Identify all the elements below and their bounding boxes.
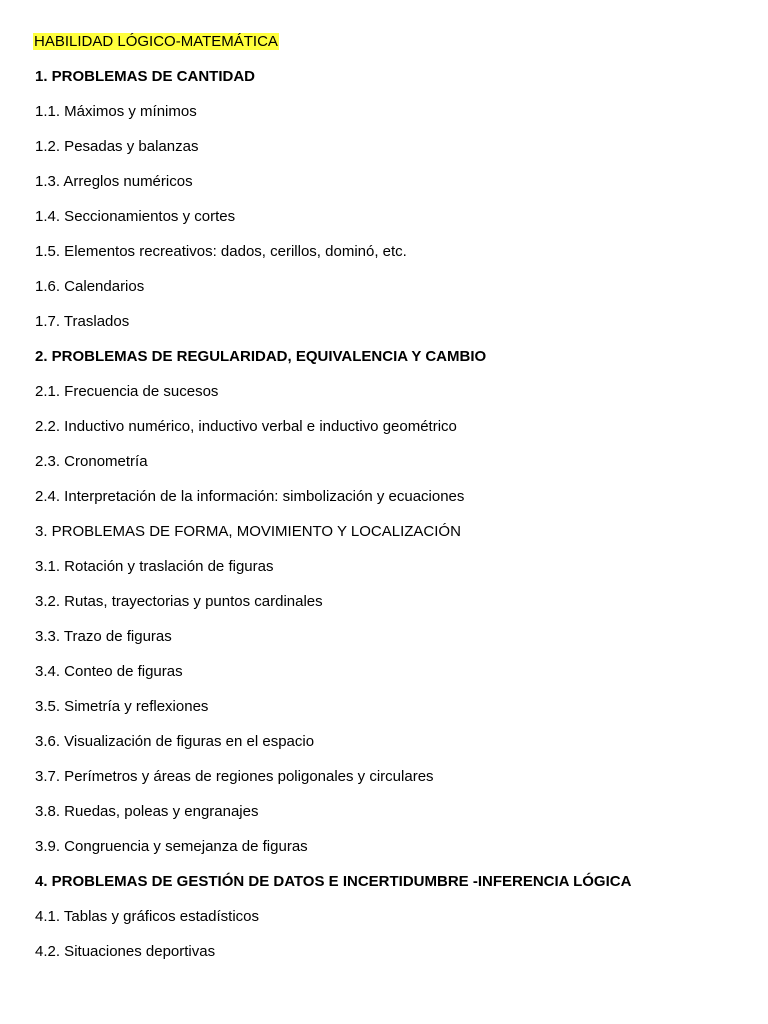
list-item: 1.5. Elementos recreativos: dados, cerillos, dominó, etc. [35,243,407,260]
section-heading: 3. PROBLEMAS DE FORMA, MOVIMIENTO Y LOCALIZACIÓN [35,523,461,540]
list-item: 2.4. Interpretación de la información: simbolización y ecuaciones [35,488,465,505]
list-item: 2.1. Frecuencia de sucesos [35,383,219,400]
list-item: 1.7. Traslados [35,313,130,330]
list-item: 3.8. Ruedas, poleas y engranajes [35,803,259,820]
list-item: 3.4. Conteo de figuras [35,663,183,680]
section-heading: 2. PROBLEMAS DE REGULARIDAD, EQUIVALENCIA Y CAMBIO [35,348,487,365]
section-list [35,68,748,960]
list-item: 3.1. Rotación y traslación de figuras [35,558,274,575]
document-body [35,33,748,978]
list-item: 2.2. Inductivo numérico, inductivo verbal e inductivo geométrico [35,418,457,435]
document-title-line [35,33,748,50]
list-item: 3.2. Rutas, trayectorias y puntos cardinales [35,593,323,610]
list-item: 3.3. Trazo de figuras [35,628,172,645]
list-item: 4.2. Situaciones deportivas [35,943,216,960]
list-item: 2.3. Cronometría [35,453,148,470]
list-item: 4.1. Tablas y gráficos estadísticos [35,908,260,925]
list-item: 3.6. Visualización de figuras en el espacio [35,733,315,750]
list-item: 1.3. Arreglos numéricos [35,173,193,190]
document-title: HABILIDAD LÓGICO-MATEMÁTICA [34,33,278,50]
list-item: 3.7. Perímetros y áreas de regiones poligonales y circulares [35,768,434,785]
list-item: 1.1. Máximos y mínimos [35,103,197,120]
list-item: 1.4. Seccionamientos y cortes [35,208,236,225]
list-item: 1.2. Pesadas y balanzas [35,138,199,155]
section-heading: 1. PROBLEMAS DE CANTIDAD [35,68,256,85]
list-item: 3.5. Simetría y reflexiones [35,698,209,715]
section-heading: 4. PROBLEMAS DE GESTIÓN DE DATOS E INCERTIDUMBRE -INFERENCIA LÓGICA [35,873,632,890]
list-item: 1.6. Calendarios [35,278,145,295]
list-item: 3.9. Congruencia y semejanza de figuras [35,838,308,855]
